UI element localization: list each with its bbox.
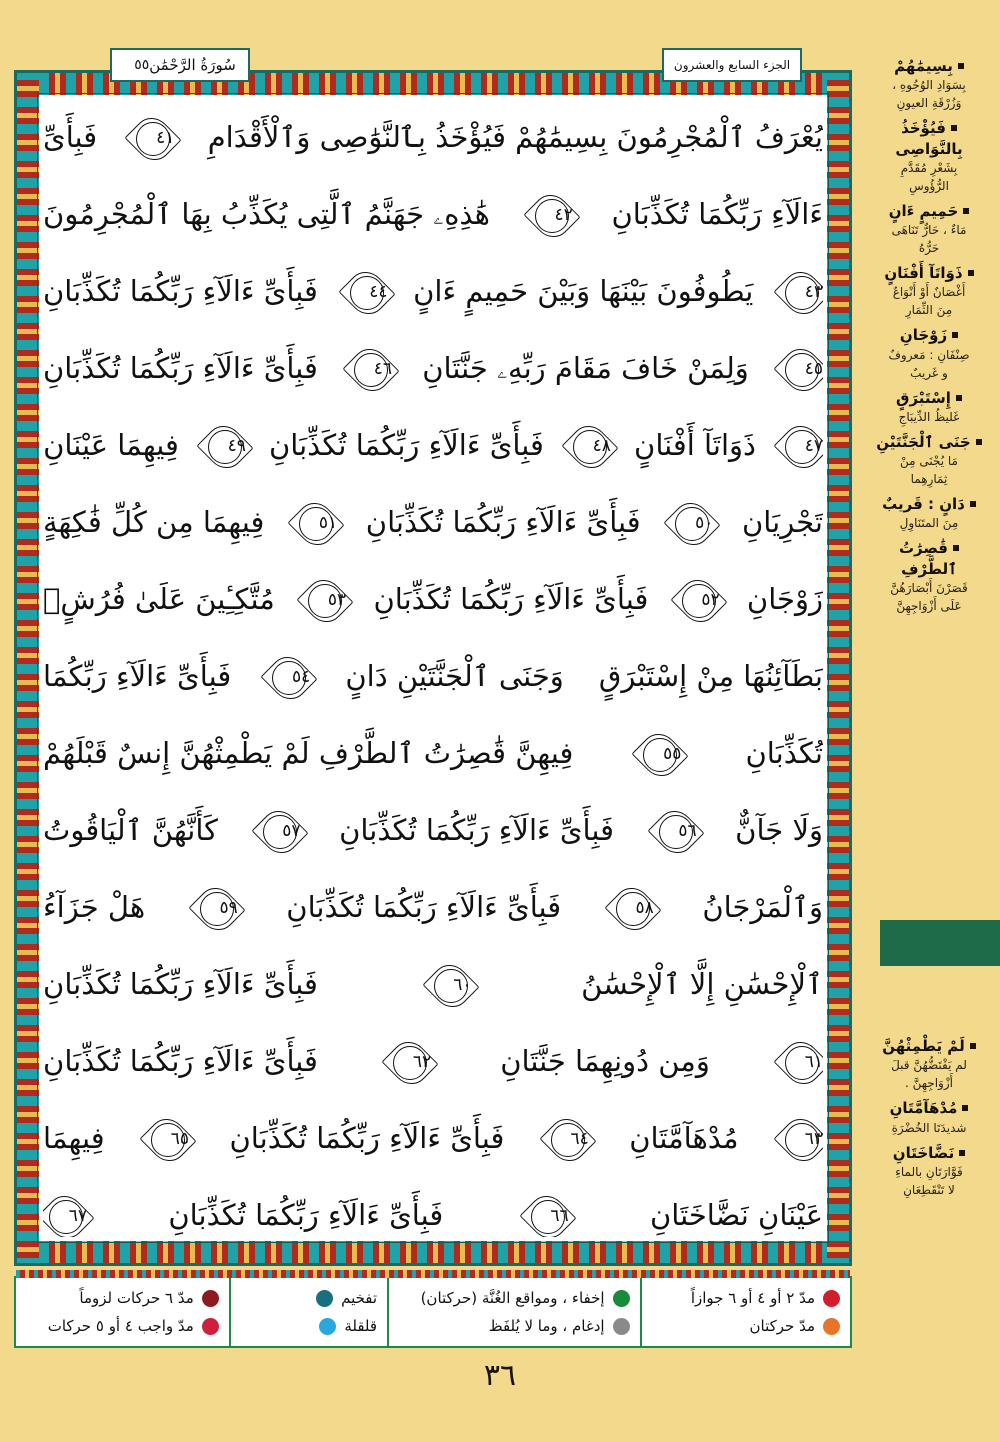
quran-text-segment: فِيهِمَا bbox=[43, 1121, 105, 1155]
quran-line bbox=[43, 1100, 823, 1177]
glossary-term-block bbox=[858, 118, 1000, 159]
quran-text-segment: فَبِأَىِّ ءَالَآءِ رَبِّكُمَا تُكَذِّبَانِ bbox=[268, 428, 544, 462]
border-band-left bbox=[17, 73, 39, 1263]
glossary-definition: أَزْوَاجِهِنَّ . bbox=[905, 1076, 953, 1091]
quran-text-segment: ءَالَآءِ رَبِّكُمَا تُكَذِّبَانِ bbox=[611, 197, 823, 231]
glossary-term bbox=[858, 56, 1000, 76]
aya-number-marker bbox=[202, 424, 246, 468]
aya-number-marker bbox=[779, 424, 823, 468]
aya-number-marker bbox=[669, 501, 713, 545]
legend-row bbox=[399, 1312, 629, 1340]
aya-number: ٤٦ bbox=[373, 358, 393, 379]
quran-text-segment: يَطُوفُونَ بَيْنَهَا وَبَيْنَ حَمِيمٍ ءَانٍ bbox=[413, 274, 754, 308]
legend-label: قلقلة bbox=[344, 1317, 378, 1335]
bullet-icon bbox=[963, 208, 969, 214]
aya-number-marker bbox=[257, 809, 301, 853]
glossary-term-block bbox=[858, 494, 1000, 514]
legend-color-dot bbox=[202, 1318, 219, 1335]
quran-text-segment: وَمِن دُونِهِمَا جَنَّتَانِ bbox=[500, 1044, 710, 1078]
glossary-term bbox=[858, 1143, 1000, 1163]
legend-color-dot bbox=[202, 1290, 219, 1307]
quran-text-segment: فَبِأَىِّ ءَالَآءِ رَبِّكُمَا تُكَذِّبَانِ bbox=[373, 582, 649, 616]
tajweed-legend bbox=[14, 1276, 852, 1348]
quran-line bbox=[43, 715, 823, 792]
bullet-icon bbox=[968, 270, 974, 276]
legend-column-madd-luzum bbox=[16, 1278, 231, 1346]
aya-number-marker bbox=[779, 1040, 823, 1084]
glossary-entry bbox=[858, 1098, 1000, 1136]
glossary-definition: الرُّؤُوسِ bbox=[909, 178, 949, 193]
aya-number-marker bbox=[525, 1194, 569, 1238]
glossary-term-text: زَوْجَانِ bbox=[899, 326, 948, 345]
aya-number: ٥٦ bbox=[678, 820, 697, 841]
glossary-term-text: دَانٍ : قَريبٌ bbox=[882, 495, 965, 513]
glossary-definition: فَوَّارَتَانِ بالماءِ bbox=[895, 1164, 963, 1179]
glossary-term bbox=[858, 388, 1000, 408]
aya-number: ٥٧ bbox=[282, 820, 301, 841]
quran-line bbox=[43, 176, 823, 253]
glossary-term-block bbox=[858, 325, 1000, 345]
quran-text-segment: تُكَذِّبَانِ bbox=[745, 736, 823, 770]
quran-text-segment: تَجْرِيَانِ bbox=[742, 505, 823, 539]
glossary-term-block bbox=[858, 201, 1000, 221]
glossary-term-text: بِسِيمَٰهُمْ bbox=[894, 57, 953, 75]
glossary-entry bbox=[858, 494, 1000, 532]
quran-text-segment: وَلَا جَآنٌّ bbox=[735, 813, 823, 847]
legend-column-ikhfa bbox=[389, 1278, 641, 1346]
legend-color-dot bbox=[613, 1290, 630, 1307]
aya-number-marker bbox=[779, 347, 823, 391]
glossary-term-block bbox=[858, 538, 1000, 579]
aya-number: ٦٢ bbox=[412, 1051, 432, 1072]
quran-text-segment: ٱلْإِحْسَٰنِ إِلَّا ٱلْإِحْسَٰنُ bbox=[581, 967, 823, 1001]
glossary-term-text: جَنَى ٱلْجَنَّتَيْنِ bbox=[876, 432, 971, 451]
glossary-definition: أَغْصَانٌ أَوْ أَنْوَاعٌ bbox=[892, 285, 966, 300]
aya-number: ٤٤ bbox=[369, 281, 388, 302]
bullet-icon bbox=[976, 439, 982, 445]
aya-number: ٥٩ bbox=[219, 897, 238, 918]
legend-border-band bbox=[16, 1270, 850, 1278]
border-band-right bbox=[827, 73, 849, 1263]
quran-line bbox=[43, 1177, 823, 1237]
legend-color-dot bbox=[319, 1318, 336, 1335]
legend-label: مدّ واجب ٤ أو ٥ حركات bbox=[47, 1317, 194, 1335]
glossary-term bbox=[858, 432, 1000, 452]
glossary-term bbox=[858, 139, 1000, 159]
glossary-definition: لم يَفْتَضُّهُنَّ قبلَ bbox=[891, 1058, 967, 1073]
juz-cartouche bbox=[662, 48, 802, 82]
mushaf-text-frame bbox=[14, 70, 852, 1266]
aya-number: ٥١ bbox=[318, 512, 338, 533]
quran-text-segment: عَيْنَانِ نَضَّاخَتَانِ bbox=[649, 1198, 823, 1232]
quran-text-segment: بَطَآئِنُهَا مِنْ إِسْتَبْرَقٍ bbox=[598, 659, 823, 693]
legend-color-dot bbox=[823, 1290, 840, 1307]
aya-number-marker bbox=[293, 501, 337, 545]
quran-line bbox=[43, 946, 823, 1023]
legend-row bbox=[26, 1284, 219, 1312]
margin-glossary bbox=[858, 56, 1000, 1276]
aya-number: ٤٥ bbox=[804, 358, 823, 379]
glossary-term-text: مُدْهَآمَّتَانِ bbox=[889, 1099, 958, 1118]
green-accent-block bbox=[880, 920, 1000, 966]
quran-text-body bbox=[43, 99, 823, 1237]
bullet-icon bbox=[970, 501, 976, 507]
glossary-term-text: نَضَّاخَتَانِ bbox=[892, 1143, 955, 1162]
glossary-definition: لا تَنْقَطِعَانِ bbox=[903, 1182, 955, 1197]
page-number: ٣٦ bbox=[483, 1358, 517, 1393]
legend-label: إخفاء ، ومواقع الغُنَّة (حركتان) bbox=[420, 1289, 605, 1307]
aya-number: ٤١ bbox=[156, 127, 175, 148]
legend-label: مدّ ٦ حركات لزوماً bbox=[79, 1289, 194, 1307]
quran-line bbox=[43, 484, 823, 561]
glossary-term-block bbox=[858, 263, 1000, 283]
aya-number-marker bbox=[145, 1117, 189, 1161]
surah-title-cartouche bbox=[110, 48, 250, 82]
aya-number: ٦٥ bbox=[170, 1128, 190, 1149]
border-band-bottom bbox=[17, 1241, 849, 1263]
aya-number-marker bbox=[344, 270, 388, 314]
aya-number: ٦٠ bbox=[453, 974, 472, 995]
glossary-definition: بِسَوَادِ الوُجُوهِ ، bbox=[892, 78, 966, 93]
glossary-definition: عَلَى أَزْوَاجِهِنَّ bbox=[896, 598, 962, 613]
glossary-term-text: قَٰصِرَٰتُ bbox=[898, 539, 948, 558]
glossary-entry bbox=[858, 432, 1000, 488]
bullet-icon bbox=[956, 395, 962, 401]
glossary-definition: ثِمَارِهِما bbox=[910, 472, 948, 486]
aya-number: ٦٤ bbox=[570, 1128, 589, 1149]
quran-text-segment: فَبِأَىِّ ءَالَآءِ رَبِّكُمَا تُكَذِّبَانِ bbox=[43, 274, 318, 308]
glossary-entry bbox=[858, 56, 1000, 112]
quran-line bbox=[43, 561, 823, 638]
legend-label: مدّ حركتان bbox=[749, 1317, 815, 1335]
quran-line bbox=[43, 99, 823, 176]
aya-number-marker bbox=[348, 347, 392, 391]
legend-column-tafkheem bbox=[231, 1278, 389, 1346]
glossary-definition: وَزُرْقَةِ العيونِ bbox=[896, 96, 962, 111]
juz-label: الجزء السابع والعشرون bbox=[673, 58, 791, 72]
quran-text-segment: فِيهِنَّ قَٰصِرَٰتُ ٱلطَّرْفِ لَمْ يَطْمِثْهُنَّ إِنسٌ قَبْلَهُمْ bbox=[43, 736, 574, 770]
quran-line bbox=[43, 407, 823, 484]
quran-text-segment: هَلْ جَزَآءُ bbox=[43, 890, 146, 924]
quran-text-segment: فَبِأَىِّ ءَالَآءِ رَبِّكُمَا تُكَذِّبَانِ bbox=[168, 1198, 444, 1232]
aya-number: ٥٣ bbox=[327, 589, 347, 610]
glossary-term bbox=[858, 494, 1000, 514]
legend-color-dot bbox=[823, 1318, 840, 1335]
aya-number-marker bbox=[637, 732, 681, 776]
aya-number: ٤٢ bbox=[554, 204, 573, 225]
quran-line bbox=[43, 253, 823, 330]
aya-number-marker bbox=[779, 270, 823, 314]
margin-glossary-lower bbox=[858, 1036, 1000, 1205]
quran-text-segment: وَٱلْمَرْجَانُ bbox=[702, 890, 823, 924]
quran-line bbox=[43, 638, 823, 715]
glossary-definition: بِشَعْرِ مُقَدَّمِ bbox=[900, 160, 958, 175]
quran-text-segment: فَبِأَىِّ ءَالَآءِ رَبِّكُمَا bbox=[43, 659, 232, 693]
aya-number-marker bbox=[567, 424, 611, 468]
glossary-entry bbox=[858, 1143, 1000, 1199]
quran-line bbox=[43, 792, 823, 869]
legend-color-dot bbox=[613, 1318, 630, 1335]
glossary-definition: مِنَ الثِّمَارِ bbox=[905, 303, 953, 318]
legend-row bbox=[399, 1284, 629, 1312]
glossary-definition: شديدَتَا الخُضْرَةِ bbox=[891, 1120, 967, 1135]
quran-text-segment: ذَوَاتَآ أَفْنَانٍ bbox=[634, 428, 756, 462]
aya-number: ٦٧ bbox=[68, 1205, 87, 1226]
quran-text-segment: زَوْجَانِ bbox=[746, 582, 823, 616]
quran-text-segment: هَٰذِهِۦ جَهَنَّمُ ٱلَّتِى يُكَذِّبُ بِهَا ٱلْمُجْرِمُونَ bbox=[43, 197, 490, 231]
quran-text-segment: فَبِأَىِّ ءَالَآءِ رَبِّكُمَا تُكَذِّبَانِ bbox=[43, 351, 318, 385]
quran-text-segment: وَجَنَى ٱلْجَنَّتَيْنِ دَانٍ bbox=[345, 659, 564, 693]
glossary-term bbox=[858, 559, 1000, 579]
quran-line bbox=[43, 330, 823, 407]
glossary-entry bbox=[858, 118, 1000, 195]
bullet-icon bbox=[970, 1043, 976, 1049]
legend-color-dot bbox=[316, 1290, 333, 1307]
legend-row bbox=[26, 1312, 219, 1340]
quran-text-segment: فَبِأَىِّ ءَالَآءِ رَبِّكُمَا تُكَذِّبَانِ bbox=[229, 1121, 505, 1155]
bullet-icon bbox=[952, 332, 958, 338]
glossary-term-text: فَيُؤْخَذُ bbox=[901, 119, 946, 138]
aya-number-marker bbox=[610, 886, 654, 930]
quran-text-segment: فَبِأَىِّ ءَالَآءِ رَبِّكُمَا تُكَذِّبَانِ bbox=[286, 890, 562, 924]
glossary-entry bbox=[858, 263, 1000, 319]
glossary-definition: حَرُّهُ bbox=[918, 241, 940, 255]
glossary-term-block bbox=[858, 1143, 1000, 1163]
aya-number: ٦١ bbox=[804, 1051, 823, 1072]
legend-row bbox=[652, 1312, 840, 1340]
glossary-definition: مَاءٌ ، حَارٌّ تَنَاهَى bbox=[891, 223, 967, 237]
aya-number: ٤٣ bbox=[804, 281, 823, 302]
bullet-icon bbox=[962, 1105, 968, 1111]
aya-number-marker bbox=[779, 1117, 823, 1161]
quran-text-segment: كَأَنَّهُنَّ ٱلْيَاقُوتُ bbox=[43, 813, 218, 847]
glossary-term bbox=[858, 1098, 1000, 1118]
glossary-entry bbox=[858, 1036, 1000, 1092]
glossary-definition: مَا يُجْنَى مِنْ bbox=[900, 454, 958, 468]
glossary-term bbox=[858, 201, 1000, 221]
aya-number-marker bbox=[130, 116, 174, 160]
glossary-definition: غَليظُ الدِّيبَاجِ bbox=[898, 409, 960, 424]
surah-name: سُورَةُ الرَّحْمَٰن bbox=[149, 56, 236, 74]
margin-glossary-upper bbox=[858, 56, 1000, 615]
quran-text-segment: فَبِأَىِّ bbox=[43, 120, 98, 154]
surah-number: ٥٥ bbox=[134, 57, 150, 73]
glossary-entry bbox=[858, 538, 1000, 615]
legend-label: إدغام ، وما لا يُلفَظ bbox=[488, 1317, 605, 1335]
legend-row bbox=[241, 1284, 377, 1312]
legend-column-madd-jawaz bbox=[642, 1278, 850, 1346]
glossary-term bbox=[858, 1036, 1000, 1056]
aya-number-marker bbox=[194, 886, 238, 930]
quran-text-segment: مُدْهَآمَّتَانِ bbox=[629, 1121, 739, 1155]
glossary-term-block bbox=[858, 1036, 1000, 1056]
glossary-term bbox=[858, 538, 1000, 558]
legend-row bbox=[652, 1284, 840, 1312]
aya-number-marker bbox=[428, 963, 472, 1007]
aya-number-marker bbox=[529, 193, 573, 237]
quran-text-segment: وَلِمَنْ خَافَ مَقَامَ رَبِّهِۦ جَنَّتَانِ bbox=[422, 351, 749, 385]
aya-number: ٥٠ bbox=[695, 512, 714, 533]
aya-number: ٤٨ bbox=[592, 435, 611, 456]
bullet-icon bbox=[958, 63, 964, 69]
glossary-term-block bbox=[858, 432, 1000, 452]
aya-number: ٥٢ bbox=[701, 589, 720, 610]
bullet-icon bbox=[959, 1150, 965, 1156]
glossary-term bbox=[858, 325, 1000, 345]
aya-number: ٦٦ bbox=[550, 1205, 569, 1226]
glossary-definition: و غَريبٌ bbox=[910, 365, 948, 380]
glossary-term-block bbox=[858, 388, 1000, 408]
glossary-definition: مِنَ المتَنَاوِلِ bbox=[899, 516, 959, 531]
aya-number: ٥٥ bbox=[663, 743, 682, 764]
glossary-term-text: إِسْتَبْرَقٍ bbox=[896, 388, 951, 407]
aya-number-marker bbox=[387, 1040, 431, 1084]
glossary-entry bbox=[858, 325, 1000, 381]
quran-text-segment: فِيهِمَا عَيْنَانِ bbox=[43, 428, 179, 462]
legend-label: تفخيم bbox=[341, 1289, 378, 1307]
quran-text-segment: فَبِأَىِّ ءَالَآءِ رَبِّكُمَا تُكَذِّبَانِ bbox=[339, 813, 615, 847]
quran-text-segment: فَبِأَىِّ ءَالَآءِ رَبِّكُمَا تُكَذِّبَانِ bbox=[43, 967, 318, 1001]
glossary-definition: صِنْفَانِ : مَعروفٌ bbox=[888, 347, 970, 362]
aya-number-marker bbox=[302, 578, 346, 622]
glossary-entry bbox=[858, 388, 1000, 426]
glossary-entry bbox=[858, 201, 1000, 257]
glossary-definition: قَصَرْنَ أَبْصَارَهُنَّ bbox=[890, 580, 968, 595]
glossary-term bbox=[858, 263, 1000, 283]
quran-line bbox=[43, 1023, 823, 1100]
glossary-term-text: لَمْ يَطْمِثْهُنَّ bbox=[882, 1037, 965, 1055]
legend-row bbox=[241, 1312, 377, 1340]
aya-number: ٤٧ bbox=[804, 435, 823, 456]
legend-label: مدّ ٢ أو ٤ أو ٦ جوازاً bbox=[690, 1289, 815, 1307]
glossary-term-text: بِالنَّوَاصِى bbox=[895, 139, 963, 158]
quran-text-segment: فَبِأَىِّ ءَالَآءِ رَبِّكُمَا تُكَذِّبَانِ bbox=[365, 505, 641, 539]
glossary-term-text: ذَوَاتَآ أَفْنَانٍ bbox=[884, 264, 963, 282]
aya-number-marker bbox=[676, 578, 720, 622]
aya-number: ٥٨ bbox=[635, 897, 654, 918]
aya-number: ٥٤ bbox=[292, 666, 311, 687]
aya-number-marker bbox=[43, 1194, 87, 1238]
glossary-term-text: حَمِيمٍ ءَانٍ bbox=[888, 201, 959, 220]
quran-line bbox=[43, 869, 823, 946]
aya-number: ٦٣ bbox=[804, 1128, 823, 1149]
glossary-term-block bbox=[858, 1098, 1000, 1118]
quran-text-segment: فِيهِمَا مِن كُلِّ فَٰكِهَةٍ bbox=[43, 505, 265, 539]
glossary-term-text: ٱلطَّرْفِ bbox=[901, 559, 957, 578]
aya-number: ٤٩ bbox=[227, 435, 246, 456]
glossary-term-block bbox=[858, 56, 1000, 76]
bullet-icon bbox=[953, 545, 959, 551]
quran-text-segment: يُعْرَفُ ٱلْمُجْرِمُونَ بِسِيمَٰهُمْ فَيُؤْخَذُ بِٱلنَّوَٰصِى وَٱلْأَقْدَامِ bbox=[207, 120, 823, 154]
bullet-icon bbox=[951, 125, 957, 131]
aya-number-marker bbox=[653, 809, 697, 853]
aya-number-marker bbox=[545, 1117, 589, 1161]
quran-text-segment: فَبِأَىِّ ءَالَآءِ رَبِّكُمَا تُكَذِّبَانِ bbox=[43, 1044, 318, 1078]
glossary-term bbox=[858, 118, 1000, 138]
quran-text-segment: مُتَّكِـِٔينَ عَلَىٰ فُرُشٍۭ bbox=[43, 582, 275, 616]
aya-number-marker bbox=[266, 655, 310, 699]
